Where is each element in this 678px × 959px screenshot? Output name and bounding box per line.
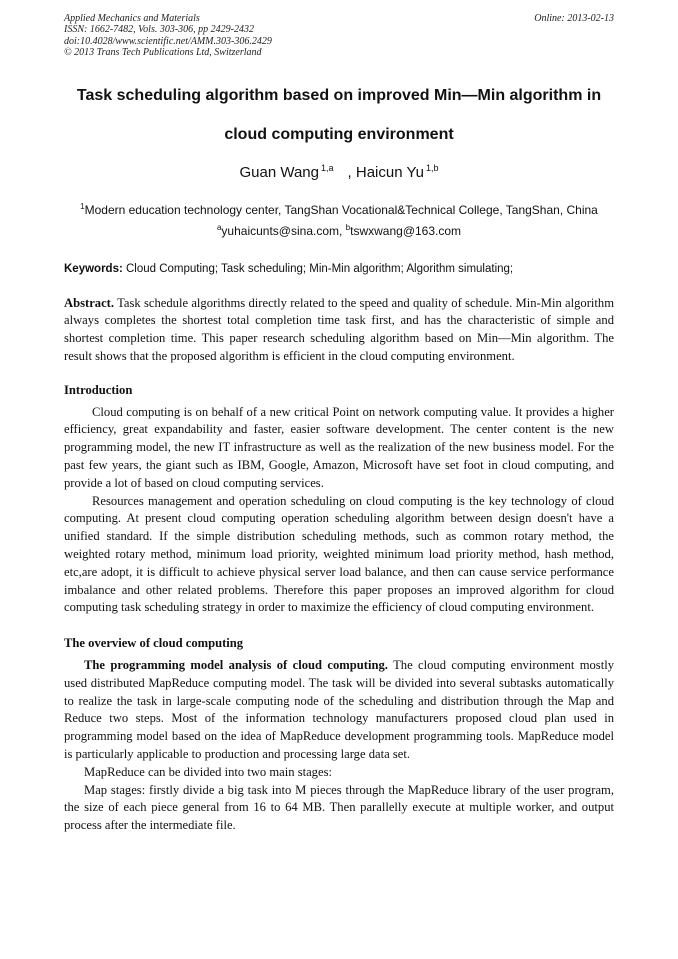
author-separator: ,: [347, 163, 356, 181]
journal-header: [64, 13, 614, 59]
email-mark-a: a: [216, 222, 222, 232]
copyright-line: © 2013 Trans Tech Publications Ltd, Switzerland: [64, 47, 262, 59]
keywords-text: Cloud Computing; Task scheduling; Min-Min algorithm; Algorithm simulating;: [122, 262, 514, 275]
email-mark-b: b: [345, 222, 351, 232]
introduction-paragraph-2: Resources management and operation scheduling on cloud computing is the key technology of cloud computing. At present cloud computing operation scheduling algorithm between design doesn't have a unified standard. If the simple distribution scheduling methods, such as common rotary method, the weighted rotary method, minimum load priority, weighted minimum load priority method, hash method, etc,are adopt, it is difficult to achieve physical server load balance, and then can cause service performance imbalance and other related problems. Therefore this paper proposes an improved algorithm for cloud computing task scheduling strategy in order to maximize the efficiency of cloud computing environment.: [64, 493, 614, 615]
paper-page: [64, 13, 614, 835]
journal-name: Applied Mechanics and Materials: [64, 13, 200, 24]
paper-title-line-1: Task scheduling algorithm based on improved Min—Min algorithm in: [76, 86, 602, 104]
abstract-label: Abstract.: [64, 295, 115, 310]
issn-line: ISSN: 1662-7482, Vols. 303-306, pp 2429-2432: [64, 24, 254, 36]
online-date: Online: 2013-02-13: [534, 13, 614, 24]
author-list: [64, 159, 614, 182]
email-2: tswxwang@163.com: [350, 223, 462, 238]
author-1-affiliation-mark: 1,a: [321, 162, 334, 173]
affiliation: [64, 198, 614, 240]
affiliation-mark: 1: [80, 201, 85, 211]
section-heading-introduction: Introduction: [64, 382, 133, 397]
abstract-text: Task schedule algorithms directly related to the speed and quality of schedule. Min-Min algorithm always completes the shortest total completion time task first, and has the characteristic of simple and shortest completion time. This paper research scheduling algorithm based on Min—Min algorithm. The result shows that the proposed algorithm is efficient in the cloud computing environment.: [64, 295, 614, 364]
paper-title-line-2: cloud computing environment: [224, 125, 454, 143]
email-1: yuhaicunts@sina.com,: [221, 223, 346, 238]
author-1: Guan Wang: [239, 163, 319, 181]
overview-paragraph-1: [64, 657, 614, 764]
keywords-label: Keywords:: [64, 262, 123, 275]
overview-paragraph-1-text: The cloud computing environment mostly used distributed MapReduce computing model. The task will be divided into several subtasks automatically to realize the task in large-scale computing node of the scheduling and distribution through the Map and Reduce two steps. Most of the information technology manufacturers proposed cloud plan used in programming model based on the idea of MapReduce development programming tools. MapReduce model is particularly applicable to production and processing large data set.: [64, 657, 614, 761]
author-2: Haicun Yu: [355, 163, 424, 181]
author-2-affiliation-mark: 1,b: [425, 162, 439, 173]
overview-subheading: The programming model analysis of cloud computing.: [84, 657, 388, 672]
section-heading-overview: The overview of cloud computing: [64, 636, 244, 651]
introduction-paragraph-1: Cloud computing is on behalf of a new critical Point on network computing value. It provides a higher efficiency, great expandability and faster, easier software development. The center content is the new programming model, the new IT infrastructure as well as the realization of the new business model. For the past few years, the giant such as IBM, Google, Amazon, Microsoft have set foot in cloud computing, and provide a lot of based on cloud computing services.: [64, 404, 614, 490]
doi-line: doi:10.4028/www.scientific.net/AMM.303-306.2429: [64, 35, 272, 47]
overview-paragraph-3: Map stages: firstly divide a big task into M pieces through the MapReduce library of the user program, the size of each piece general from 16 to 64 MB. Then parallelly execute at multiple worker, and output process after the intermediate file.: [64, 782, 614, 833]
affiliation-text: Modern education technology center, TangShan Vocational&Technical College, TangShan, China: [84, 202, 598, 217]
keywords: [64, 261, 614, 277]
overview-paragraph-2: MapReduce can be divided into two main stages:: [84, 764, 332, 779]
abstract: [64, 295, 614, 366]
